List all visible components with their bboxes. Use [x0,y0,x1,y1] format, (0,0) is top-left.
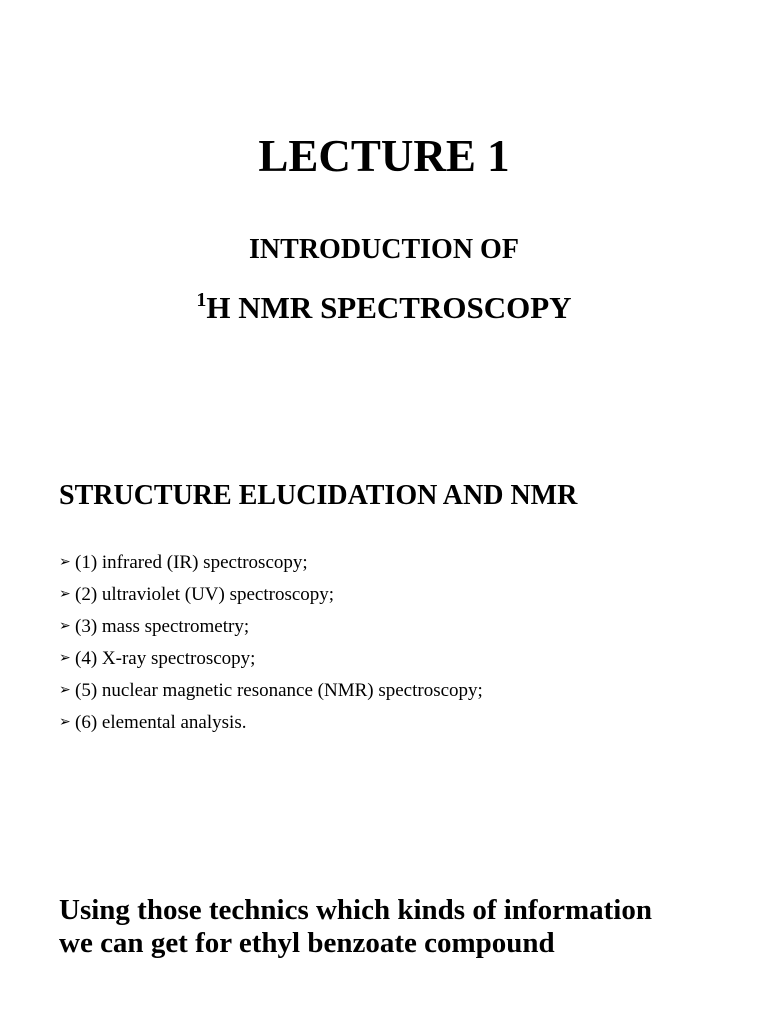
closing-question [59,894,749,960]
list-item-text: (6) elemental analysis. [75,712,247,733]
closing-line-2: we can get for ethyl benzoate compound [59,927,555,959]
list-item [59,643,483,675]
superscript-mass-number: 1 [196,289,207,311]
closing-line-1: Using those technics which kinds of information [59,894,652,926]
subtitle-introduction: INTRODUCTION OF [249,234,519,265]
list-item [59,579,483,611]
list-item-text: (4) X-ray spectroscopy; [75,648,256,669]
list-item [59,611,483,643]
subtitle-nmr-text: H NMR SPECTROSCOPY [206,290,572,325]
method-list [59,547,483,739]
subtitle-nmr-spectroscopy [0,288,768,332]
list-item-text: (2) ultraviolet (UV) spectroscopy; [75,584,335,605]
list-item [59,707,483,739]
arrow-bullet-icon: ➢ [59,555,71,570]
list-item-text: (1) infrared (IR) spectroscopy; [75,552,308,573]
list-item [59,547,483,579]
arrow-bullet-icon: ➢ [59,715,71,730]
arrow-bullet-icon: ➢ [59,619,71,634]
arrow-bullet-icon: ➢ [59,587,71,602]
list-item-text: (3) mass spectrometry; [75,616,250,637]
page-title: LECTURE 1 [258,131,510,181]
arrow-bullet-icon: ➢ [59,683,71,698]
list-item-text: (5) nuclear magnetic resonance (NMR) spectroscopy; [75,680,483,701]
list-item [59,675,483,707]
section-heading: STRUCTURE ELUCIDATION AND NMR [59,480,578,511]
arrow-bullet-icon: ➢ [59,651,71,666]
